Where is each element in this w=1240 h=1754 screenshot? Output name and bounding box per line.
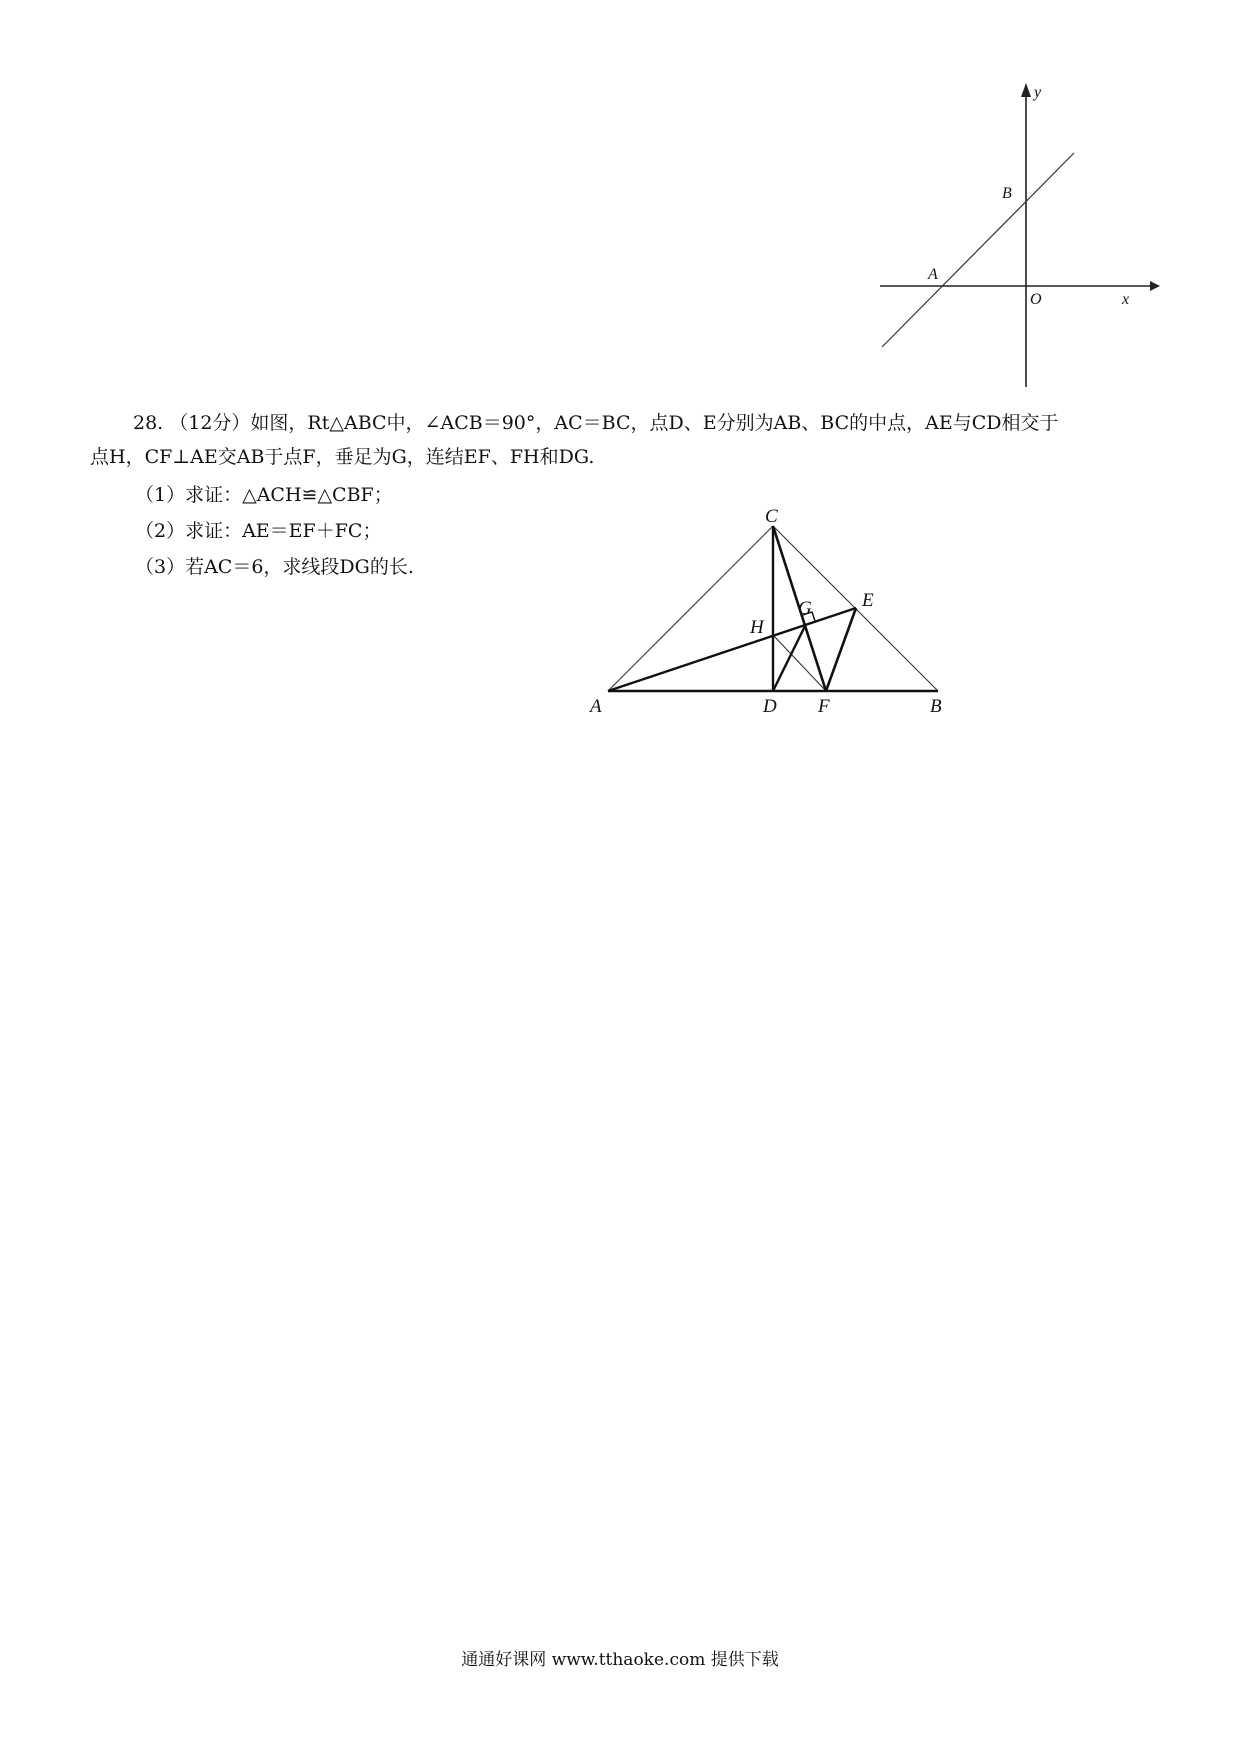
sub-question-1: （1）求证：△ACH≌△CBF；	[135, 484, 393, 506]
sub-question-2: （2）求证：AE＝EF＋FC；	[135, 520, 382, 542]
point-a-label: A	[928, 266, 938, 283]
label-c: C	[765, 506, 778, 527]
x-axis-arrow	[1150, 281, 1160, 291]
label-d: D	[763, 696, 777, 717]
segment-ef	[826, 608, 856, 691]
segment-ae	[608, 608, 856, 691]
origin-label: O	[1030, 291, 1042, 308]
triangle-figure	[580, 500, 960, 730]
segment-ac	[608, 526, 773, 691]
page-footer: 通通好课网 www.tthaoke.com 提供下载	[461, 1650, 779, 1670]
problem-statement-line1: 28. （12分）如图，Rt△ABC中，∠ACB＝90°，AC＝BC，点D、E分别为AB、BC的中点，AE与CD相交于	[133, 412, 1059, 434]
problem-statement-line2: 点H，CF⊥AE交AB于点F，垂足为G，连结EF、FH和DG.	[90, 446, 595, 468]
label-f: F	[818, 696, 830, 717]
label-b: B	[930, 696, 942, 717]
label-a: A	[590, 696, 602, 717]
sub-question-3: （3）若AC＝6，求线段DG的长.	[135, 556, 414, 578]
axis-x-label: x	[1122, 291, 1130, 308]
label-g: G	[798, 598, 812, 619]
label-h: H	[750, 617, 764, 638]
axis-y-label: y	[1034, 84, 1042, 101]
line-ab	[882, 153, 1074, 347]
label-e: E	[862, 590, 874, 611]
point-b-label: B	[1002, 185, 1012, 202]
coordinate-figure	[860, 75, 1160, 395]
y-axis-arrow	[1021, 83, 1031, 97]
